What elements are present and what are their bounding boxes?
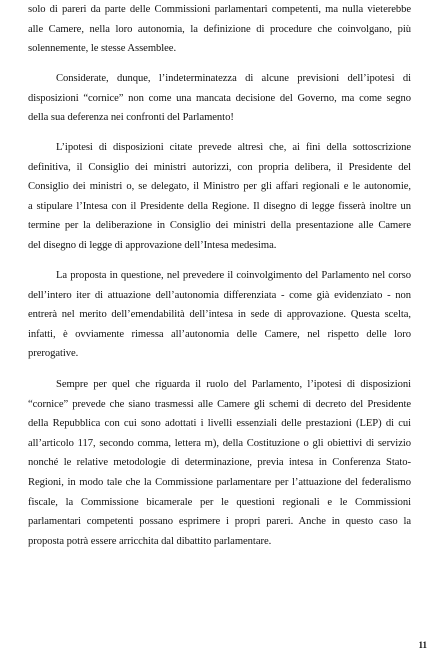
paragraph-line: disposizioni “cornice” non come una mancata decisione del Governo, ma come segno bbox=[28, 92, 411, 104]
paragraph-line: solennemente, le stesse Assemblee. bbox=[28, 43, 177, 55]
paragraph-line: Considerate, dunque, l’indeterminatezza di alcune previsioni dell’ipotesi di bbox=[56, 73, 411, 84]
paragraph-2 bbox=[28, 69, 411, 128]
paragraph-line: a stipulare l’Intesa con il Presidente della Regione. Il disegno di legge fisserà inoltre un bbox=[28, 200, 411, 212]
paragraph-line: definitiva, il Consiglio dei ministri autorizzi, con propria delibera, il Presidente del bbox=[28, 161, 411, 173]
paragraph-line: solo di pareri da parte delle Commissioni parlamentari competenti, ma nulla vieterebbe bbox=[28, 4, 411, 15]
paragraph-1 bbox=[28, 0, 411, 59]
paragraph-line: L’ipotesi di disposizioni citate prevede altresì che, ai fini della sottoscrizione bbox=[56, 142, 411, 153]
paragraph-line: alle Camere, nella loro autonomia, la definizione di procedure che coinvolgano, più bbox=[28, 23, 411, 35]
paragraph-4 bbox=[28, 266, 411, 364]
paragraph-line: La proposta in questione, nel prevedere il coinvolgimento del Parlamento nel corso bbox=[56, 270, 411, 281]
paragraph-line: entrerà nel merito dell’emendabilità dell’intesa in sede di approvazione. Questa scelta, bbox=[28, 309, 411, 321]
paragraph-line: termine per la deliberazione in Consiglio dei ministri della presentazione alle Camere bbox=[28, 220, 411, 232]
page-number: 11 bbox=[418, 640, 427, 650]
paragraph-line: Sempre per quel che riguarda il ruolo del Parlamento, l’ipotesi di disposizioni bbox=[56, 379, 411, 390]
paragraph-line: parlamentari competenti possano esprimere i propri pareri. Anche in questo caso la bbox=[28, 516, 411, 528]
paragraph-line: proposta potrà essere arricchita dal dibattito parlamentare. bbox=[28, 535, 272, 547]
paragraph-line: infatti, è ovviamente rimessa all’autonomia delle Camere, nel rispetto delle loro bbox=[28, 328, 411, 340]
paragraph-line: prerogative. bbox=[28, 348, 79, 360]
paragraph-line: “cornice” prevede che siano trasmessi alle Camere gli schemi di decreto del Presidente bbox=[28, 398, 411, 410]
paragraph-line: nonché le relative metodologie di determinazione, previa intesa in Conferenza Stato- bbox=[28, 457, 411, 469]
paragraph-line: dell’intero iter di attuazione dell’autonomia differenziata - come già evidenziato - non bbox=[28, 289, 411, 301]
paragraph-line: del disegno di legge di approvazione dell’Intesa medesima. bbox=[28, 239, 277, 251]
paragraph-3 bbox=[28, 138, 411, 256]
paragraph-line: della sua deferenza nei confronti del Parlamento! bbox=[28, 112, 234, 124]
paragraph-line: all’articolo 117, secondo comma, lettera m), della Costituzione o gli obiettivi di servizio bbox=[28, 437, 411, 449]
paragraph-line: Regioni, in modo tale che la Commissione parlamentare per l’attuazione del federalismo bbox=[28, 476, 411, 488]
paragraph-line: Consiglio dei ministri o, se delegato, il Ministro per gli affari regionali e le autonomie, bbox=[28, 181, 411, 193]
paragraph-line: della Repubblica con cui sono adottati i livelli essenziali delle prestazioni (LEP) di cui bbox=[28, 418, 411, 430]
paragraph-line: fiscale, la Commissione bicamerale per le questioni regionali e le Commissioni bbox=[28, 496, 411, 508]
paragraph-5 bbox=[28, 375, 411, 551]
